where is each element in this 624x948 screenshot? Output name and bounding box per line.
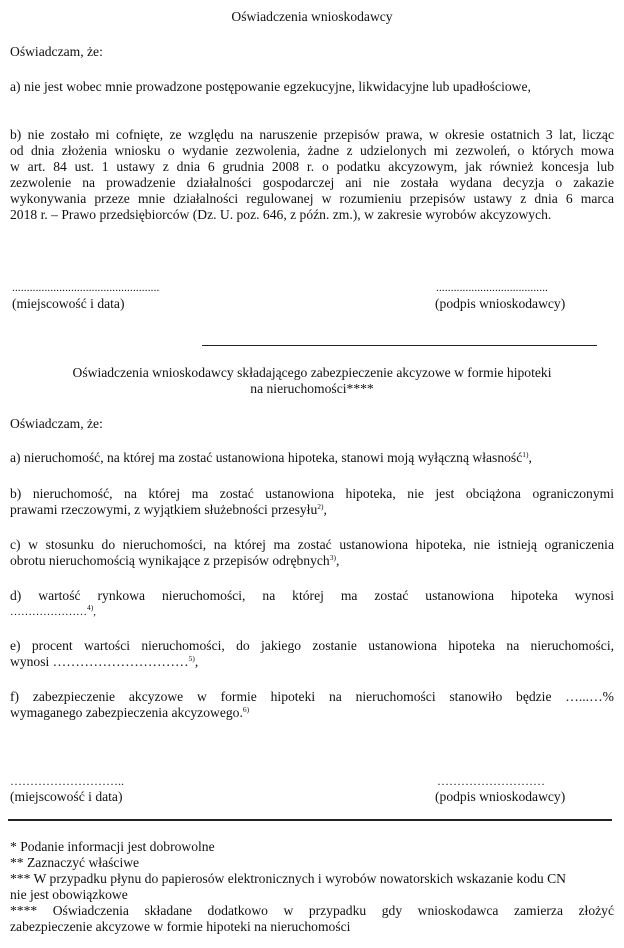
item-b-line: b) nieruchomość, na której ma zostać ustanowiona hipoteka, nie jest obciążona ograniczonymi (10, 486, 614, 501)
section1-sign-dots: ...................................... (436, 282, 549, 294)
item-f-line: f) zabezpieczenie akcyzowe w formie hipoteki na nieruchomości stanowiło będzie …...…% (10, 689, 614, 704)
section1-intro: Oświadczam, że: (10, 44, 103, 59)
section1-item-b (10, 127, 614, 223)
section1-title: Oświadczenia wnioskodawcy (231, 9, 393, 24)
section2-item-c (10, 537, 614, 569)
section2-intro: Oświadczam, że: (10, 416, 103, 431)
footnote-ref-5: 5) (188, 654, 195, 663)
section2-item-d (10, 588, 614, 620)
section2-title-line1: Oświadczenia wnioskodawcy składającego zabezpieczenie akcyzowe w formie hipoteki (72, 365, 552, 380)
footnote-4-line1: **** Oświadczenia składane dodatkowo w przypadku gdy wnioskodawca zamierza złożyć (10, 903, 614, 918)
item-a-end: , (528, 450, 532, 465)
item-b-line: od dnia złożenia wniosku o wydanie zezwolenia, żadne z udzielonych mi zezwoleń, o których mowa (10, 143, 614, 158)
footnote-3-line2: nie jest obowiązkowe (10, 887, 128, 902)
item-c-line: obrotu nieruchomością wynikające z przepisów odrębnych (10, 553, 330, 568)
section-divider (202, 345, 597, 346)
footnote-ref-2: 2) (317, 502, 324, 511)
item-c-end: , (335, 553, 340, 568)
item-a-text: a) nieruchomość, na której ma zostać ustanowiona hipoteka, stanowi moją wyłączną własność (10, 450, 523, 465)
footnote-3-line1: *** W przypadku płynu do papierosów elektronicznych i wyrobów nowatorskich wskazanie kodu CN (10, 871, 566, 886)
item-d-end: , (93, 606, 96, 618)
section1-place-dots: .................................................. (12, 282, 160, 294)
footnote-4-line2: zabezpieczenie akcyzowe w formie hipoteki na nieruchomości (10, 919, 351, 934)
item-b-line: b) nie zostało mi cofnięte, ze względu na naruszenie przepisów prawa, w okresie ostatnich 3 lat, licząc (10, 127, 614, 142)
footnote-ref-4: 4) (87, 603, 94, 612)
item-f-line: wymaganego zabezpieczenia akcyzowego. (10, 705, 243, 720)
footnote-ref-3: 3) (329, 553, 336, 562)
item-b-line: w art. 84 ust. 1 ustawy z dnia 6 grudnia 2008 r. o podatku akcyzowym, jak również koncesja lub (10, 159, 614, 174)
section2-item-a (10, 450, 614, 466)
section2-place-label: (miejscowość i data) (10, 789, 123, 804)
item-d-dots: ………………… (10, 606, 87, 618)
section2-item-e (10, 638, 614, 670)
section1-sign-label: (podpis wnioskodawcy) (435, 296, 566, 311)
item-e-line: wynosi ………………………… (10, 654, 189, 669)
section2-sign-dots: ……………………… (437, 774, 545, 788)
item-b-line: wykonywania przeze mnie działalności regulowanej w rozumieniu przepisów ustawy z dnia 6 marca (10, 191, 614, 206)
footnote-4 (10, 903, 614, 935)
item-b-line: zezwolenie na prowadzenie działalności gospodarczej ani nie została wydana decyzja o zakazie (10, 175, 614, 190)
section1-place-label: (miejscowość i data) (12, 296, 125, 311)
item-d-line: d) wartość rynkowa nieruchomości, na której ma zostać ustanowiona hipoteka wynosi (10, 588, 614, 603)
footnote-divider (8, 819, 612, 821)
footnote-ref-1: 1) (522, 450, 529, 459)
section2-item-b (10, 486, 614, 518)
section2-sign-label: (podpis wnioskodawcy) (435, 789, 566, 804)
item-b-line: 2018 r. – Prawo przedsiębiorców (Dz. U. poz. 646, z późn. zm.), w zakresie wyrobów akcyzowych. (10, 207, 552, 222)
item-c-line: c) w stosunku do nieruchomości, na której ma zostać ustanowiona hipoteka, nie istnieją ograniczenia (10, 537, 614, 552)
section2-title-line2: na nieruchomości**** (250, 381, 374, 396)
item-e-line: e) procent wartości nieruchomości, do jakiego zostanie ustanowiona hipoteka na nieruchomości, (10, 638, 614, 653)
section1-item-a: a) nie jest wobec mnie prowadzone postępowanie egzekucyjne, likwidacyjne lub upadłościowe, (10, 79, 531, 94)
item-e-end: , (194, 654, 199, 669)
item-b-line: prawami rzeczowymi, z wyjątkiem służebności przesyłu (10, 502, 318, 517)
section2-place-dots: ……………………….. (10, 774, 124, 788)
footnote-1: * Podanie informacji jest dobrowolne (10, 839, 215, 854)
footnote-ref-6: 6) (242, 705, 250, 714)
section2-item-f (10, 689, 614, 721)
item-b-end: , (323, 502, 327, 517)
footnote-2: ** Zaznaczyć właściwe (10, 855, 140, 870)
